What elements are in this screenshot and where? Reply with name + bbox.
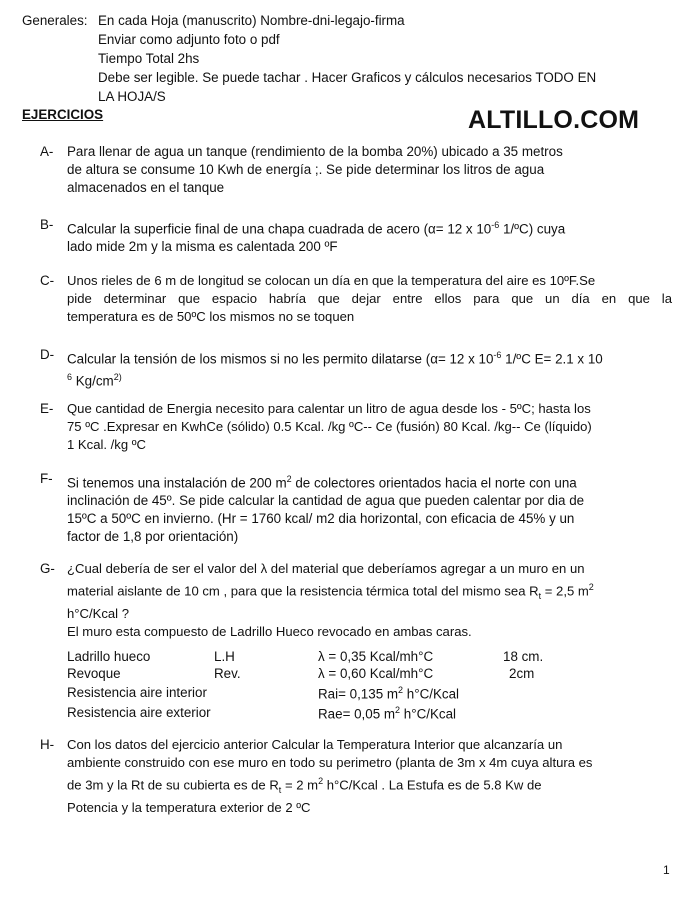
table-row bbox=[67, 702, 543, 722]
general-line-5: LA HOJA/S bbox=[98, 89, 166, 104]
exercise-letter: E- bbox=[40, 401, 54, 416]
exercise-text bbox=[67, 272, 672, 326]
text-line: factor de 1,8 por orientación) bbox=[67, 529, 239, 545]
text-line: 75 ºC .Expresar en KwhCe (sólido) 0.5 Kcal. /kg ºC-- Ce (fusión) 80 Kcal. /kg-- Ce (líquido) bbox=[67, 419, 592, 434]
material-thickness: 2cm bbox=[509, 666, 535, 681]
general-line-1: En cada Hoja (manuscrito) Nombre-dni-legajo-firma bbox=[98, 13, 405, 28]
text-line: Potencia y la temperatura exterior de 2 ºC bbox=[67, 799, 311, 815]
general-line-2: Enviar como adjunto foto o pdf bbox=[98, 32, 280, 47]
exercise-text bbox=[67, 400, 672, 454]
exercise-letter: D- bbox=[40, 347, 55, 362]
exercise-letter: H- bbox=[40, 737, 55, 752]
text-line: de 3m y la Rt de su cubierta es de $R_t = 2$ $m^2$ h°C/Kcal . La Estufa es de 5.8 Kw de bbox=[67, 776, 542, 795]
text-line: Para llenar de agua un tanque (rendimiento de la bomba 20%) ubicado a 35 metros bbox=[67, 144, 563, 159]
text-line: material aislante de 10 cm , para que la resistencia térmica total del mismo sea $R_t = 2,5$ $m^2$ bbox=[67, 582, 594, 601]
rai-value: Rai= 0,135 $m^2$ h°C/Kcal bbox=[318, 685, 460, 702]
text-line: de altura se consume 10 Kwh de energía ;. Se pide determinar los litros de agua bbox=[67, 162, 545, 177]
text-line: Si tenemos una instalación de 200 $m^2$ de colectores orientados hacia el norte con una bbox=[67, 474, 577, 491]
exercise-c bbox=[40, 272, 672, 328]
exercise-a bbox=[40, 143, 672, 199]
exercise-text bbox=[67, 143, 672, 197]
text-line: h°C/Kcal ? bbox=[67, 605, 130, 621]
exercise-letter: A- bbox=[40, 144, 54, 159]
material-name: Revoque bbox=[67, 666, 121, 681]
text-line: ¿Cual debería de ser el valor del λ del material que deberíamos agregar a un muro en un bbox=[67, 561, 585, 576]
general-line-4: Debe ser legible. Se puede tachar . Hacer Graficos y cálculos necesarios TODO EN bbox=[98, 70, 597, 85]
text-line: lado mide 2m y la misma es calentada 200 ºF bbox=[67, 239, 338, 255]
text-line: inclinación de 45º. Se pide calcular la cantidad de agua que pueden calentar por dia de bbox=[67, 493, 585, 509]
exercise-letter: F- bbox=[40, 471, 53, 486]
exercise-text bbox=[67, 216, 672, 256]
exercise-g bbox=[40, 560, 672, 720]
table-row bbox=[67, 665, 543, 682]
text-line: 15ºC a 50ºC en invierno. (Hr = 1760 kcal/ m2 dia horizontal, con eficacia de 45% y un bbox=[67, 511, 575, 527]
exercise-d bbox=[40, 346, 672, 389]
text-line: Unos rieles de 6 m de longitud se colocan un día en que la temperatura del aire es 10ºF.Se bbox=[67, 273, 596, 288]
exercise-text bbox=[67, 560, 672, 641]
text-line: almacenados en el tanque bbox=[67, 180, 225, 195]
table-row bbox=[67, 682, 543, 702]
exercise-text bbox=[67, 346, 672, 391]
exercise-b bbox=[40, 216, 672, 254]
material-name: Ladrillo hueco bbox=[67, 649, 151, 664]
exercise-text bbox=[67, 470, 672, 546]
exercise-f bbox=[40, 470, 672, 544]
page-number: 1 bbox=[663, 863, 670, 877]
exercise-letter: B- bbox=[40, 217, 54, 232]
text-line: Calcular la superficie final de una chapa cuadrada de acero (α= 12 x $10^{-6}$ 1/ºC) cuya bbox=[67, 220, 566, 237]
table-row bbox=[67, 648, 543, 665]
material-thickness: 18 cm. bbox=[503, 649, 544, 664]
altillo-logo: ALTILLO.COM bbox=[468, 106, 640, 134]
text-line: Calcular la tensión de los mismos si no les permito dilatarse (α= 12 x $10^{-6}$ 1/ºC E= 2.1 x 10 bbox=[67, 350, 603, 367]
text-line: El muro esta compuesto de Ladrillo Hueco revocado en ambas caras. bbox=[67, 623, 472, 639]
exercise-letter: G- bbox=[40, 561, 55, 576]
rae-label: Resistencia aire exterior bbox=[67, 705, 211, 721]
text-line: ambiente construido con ese muro en todo su perimetro (planta de 3m x 4m cuya altura es bbox=[67, 755, 593, 770]
materials-table bbox=[67, 648, 543, 723]
rae-value: Rae= 0,05 $m^2$ h°C/Kcal bbox=[318, 705, 457, 722]
material-abbr: L.H bbox=[214, 649, 235, 664]
text-line: Que cantidad de Energia necesito para calentar un litro de agua desde los - 5ºC; hasta los bbox=[67, 401, 591, 416]
general-line-3: Tiempo Total 2hs bbox=[98, 51, 200, 66]
text-line: $^6$ $Kg/cm^{2)}$ bbox=[67, 372, 122, 389]
material-lambda: λ = 0,35 Kcal/mh°C bbox=[318, 649, 434, 664]
text-line: 1 Kcal. /kg ºC bbox=[67, 437, 147, 452]
exercise-e bbox=[40, 400, 672, 456]
general-label: Generales: bbox=[22, 13, 88, 28]
text-line: temperatura es de 50ºC los mismos no se toquen bbox=[67, 309, 355, 324]
text-line: pide determinar que espacio habría que dejar entre ellos para que un día en que la bbox=[67, 291, 672, 306]
material-abbr: Rev. bbox=[214, 666, 241, 681]
rai-label: Resistencia aire interior bbox=[67, 684, 207, 700]
exercise-letter: C- bbox=[40, 273, 55, 288]
exercise-h bbox=[40, 736, 672, 815]
material-lambda: λ = 0,60 Kcal/mh°C bbox=[318, 666, 434, 681]
text-line: Con los datos del ejercicio anterior Calcular la Temperatura Interior que alcanzaría un bbox=[67, 737, 563, 752]
section-title: EJERCICIOS bbox=[22, 107, 104, 122]
exercise-text bbox=[67, 736, 672, 817]
